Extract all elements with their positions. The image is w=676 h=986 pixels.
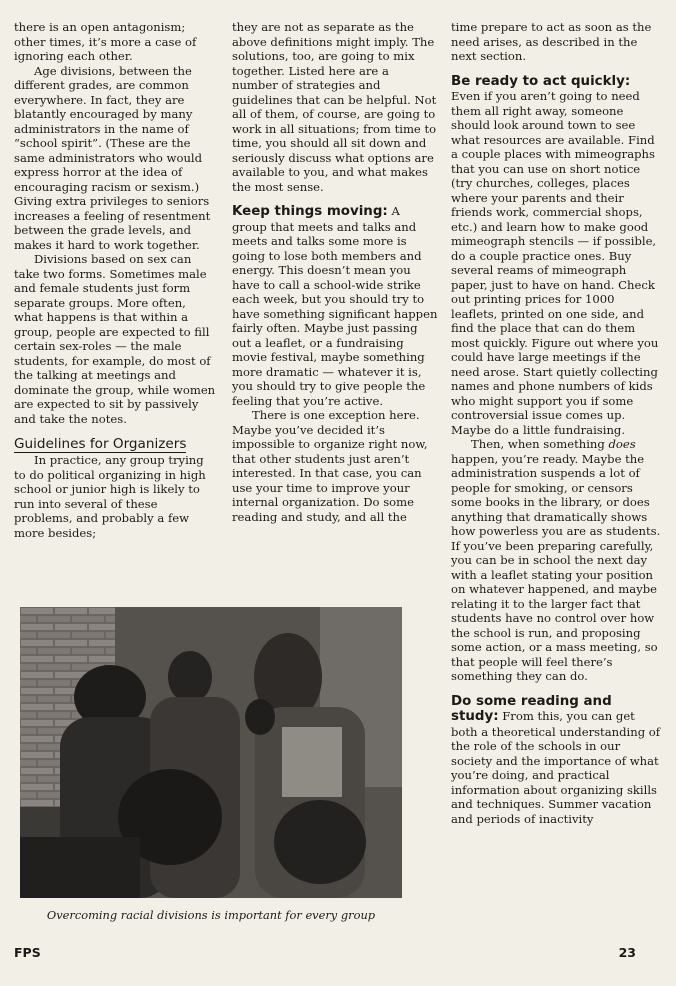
paragraph: Then, when something does happen, you’re ready. Maybe the administration suspends a lot of people for smoking, or censors some books in the library, or does anything that dramatically shows how powerless you are as students. If you’ve been preparing carefully, you can be in school the next day with a leaflet stating your position on whatever happened, and maybe relating it to the larger fact that students have no control over how the school is run, and proposing some action, or a mass meeting, so that people will feel there’s something they can do.	[451, 437, 661, 683]
column-1	[14, 20, 218, 540]
photo-caption: Overcoming racial divisions is important for every group	[46, 908, 376, 922]
photo-illustration	[20, 607, 402, 898]
footer-publication-label: FPS	[14, 945, 41, 960]
paragraph: time prepare to act as soon as the need arises, as described in the next section.	[451, 20, 652, 63]
paragraph: Keep things moving: A group that meets and talks and meets and talks some more is going to lose both members and energy. This doesn’t mean you have to call a school-wide strike each week, but you should try to have something significant happen fairly often. Maybe just passing out a leaflet, or a fundraising movie festival, maybe something more dramatic — whatever it is, you should try to give people the feeling that you’re active.	[232, 204, 438, 408]
paragraph: There is one exception here. Maybe you’ve decided it’s impossible to organize right now, that other students just aren’t interested. In that case, you can use your time to improve your internal organization. Do some reading and study, and all the	[232, 408, 428, 524]
column-3	[451, 20, 663, 826]
paragraph: there is an open antagonism; other times, it’s more a case of ignoring each other.	[14, 20, 197, 63]
page-number: 23	[618, 945, 636, 960]
subheading: Do some reading and study:	[451, 693, 612, 724]
paragraph: Age divisions, between the different grades, are common everywhere. In fact, they are blatantly encouraged by many administrators in the name of “school spirit”. (These are the same administrators who would express horror at the idea of encouraging racism or sexism.) Giving extra privileges to seniors increases a feeling of resentment between the grade levels, and makes it hard to work together.	[14, 63, 211, 252]
section-heading: Guidelines for Organizers	[14, 436, 187, 452]
paragraph: In practice, any group trying to do political organizing in high school or junior high is likely to run into several of these problems, and probably a few more besides;	[14, 453, 206, 540]
subheading: Be ready to act quickly:	[451, 73, 631, 89]
paragraph: Do some reading and study: From this, you can get both a theoretical understanding of the role of the schools in our society and the importance of what you’re doing, and practical information about organizing skills and techniques. Summer vacation and periods of inactivity	[451, 693, 661, 826]
paragraph: Be ready to act quickly: Even if you aren’t going to need them all right away, someone should look around town to see what resources are available. Find a couple places with mimeographs that you can use on short notice (try churches, colleges, places where your parents and their friends work, commercial shops, etc.) and learn how to make good mimeograph stencils — if possible, do a couple practice ones. Buy several reams of mimeograph paper, just to have on hand. Check out printing prices for 1000 leaflets, printed on one side, and find the place that can do them most quickly. Figure out where you could have large meetings if the need arose. Start quietly collecting names and phone numbers of kids who might support you if some controversial issue comes up. Maybe do a little fundraising.	[451, 73, 659, 437]
paragraph: Divisions based on sex can take two forms. Sometimes male and female students just form separate groups. More often, what happens is that within a group, people are expected to fill certain sex-roles — the male students, for example, do most of the talking at meetings and dominate the group, while women are expected to sit by passively and take the notes.	[14, 252, 216, 426]
paragraph: they are not as separate as the above definitions might imply. The solutions, too, are going to mix together. Listed here are a number of strategies and guidelines that can be helpful. Not all of them, of course, are going to work in all situations; from time to time, you should all sit down and seriously discuss what options are available to you, and what makes the most sense.	[232, 20, 437, 194]
column-2	[232, 20, 438, 524]
group-photo	[20, 607, 402, 898]
subheading: Keep things moving:	[232, 204, 388, 219]
